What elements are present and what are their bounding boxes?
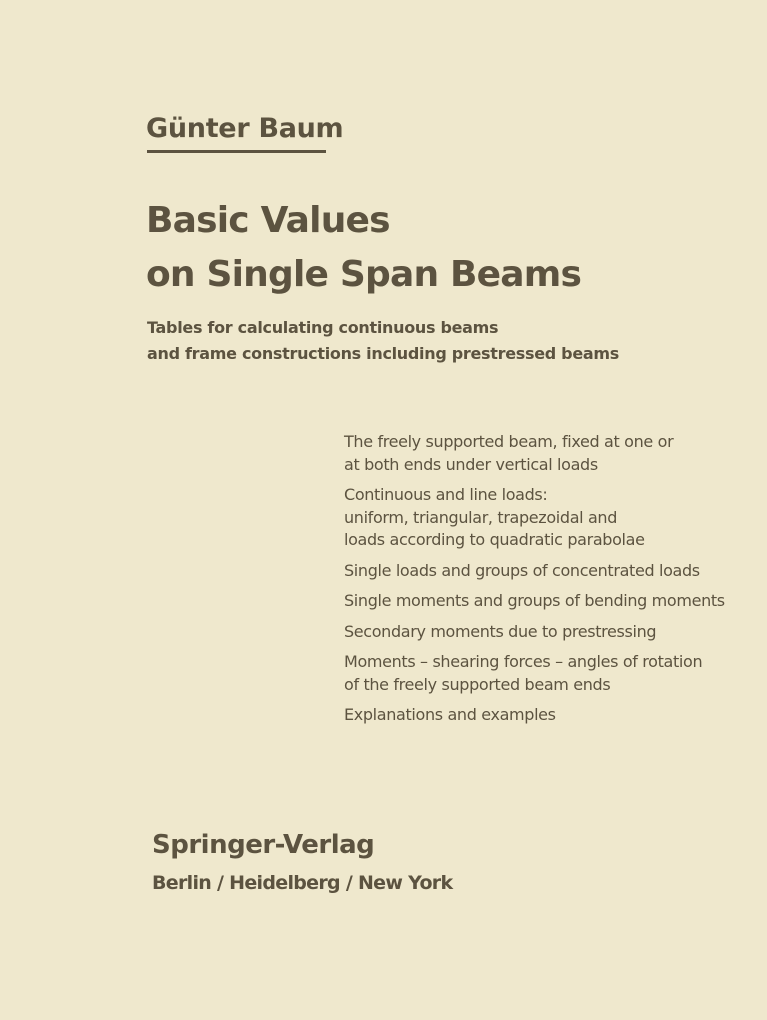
contents-item (344, 431, 725, 476)
contents-line: uniform, triangular, trapezoidal and (344, 507, 618, 527)
contents-line: Continuous and line loads: (344, 485, 548, 504)
publisher-name: Springer-Verlag (152, 830, 375, 860)
contents-line: Secondary moments due to prestressing (344, 621, 657, 641)
contents-line: Single loads and groups of concentrated loads (344, 560, 700, 580)
author-name: Günter Baum (146, 113, 344, 144)
book-subtitle (147, 315, 619, 367)
title-line-2: on Single Span Beams (146, 254, 582, 295)
contents-line: Explanations and examples (344, 705, 556, 724)
contents-item (344, 621, 725, 644)
author-underline-divider (147, 150, 326, 153)
contents-line: of the freely supported beam ends (344, 674, 611, 694)
subtitle-line-2: and frame constructions including prestressed beams (147, 344, 619, 363)
contents-line: Moments – shearing forces – angles of rotation (344, 652, 703, 671)
book-title (146, 194, 581, 302)
contents-item (344, 560, 725, 583)
contents-item (344, 590, 725, 613)
contents-item (344, 484, 725, 552)
contents-line: The freely supported beam, fixed at one or (344, 432, 674, 451)
title-line-1: Basic Values (146, 200, 390, 241)
contents-line: loads according to quadratic parabolae (344, 530, 645, 549)
contents-item (344, 704, 725, 727)
publisher-places: Berlin / Heidelberg / New York (152, 872, 453, 894)
contents-line: at both ends under vertical loads (344, 454, 598, 474)
contents-item (344, 651, 725, 696)
contents-list (344, 431, 725, 735)
contents-line: Single moments and groups of bending moments (344, 591, 725, 610)
subtitle-line-1: Tables for calculating continuous beams (147, 318, 499, 337)
